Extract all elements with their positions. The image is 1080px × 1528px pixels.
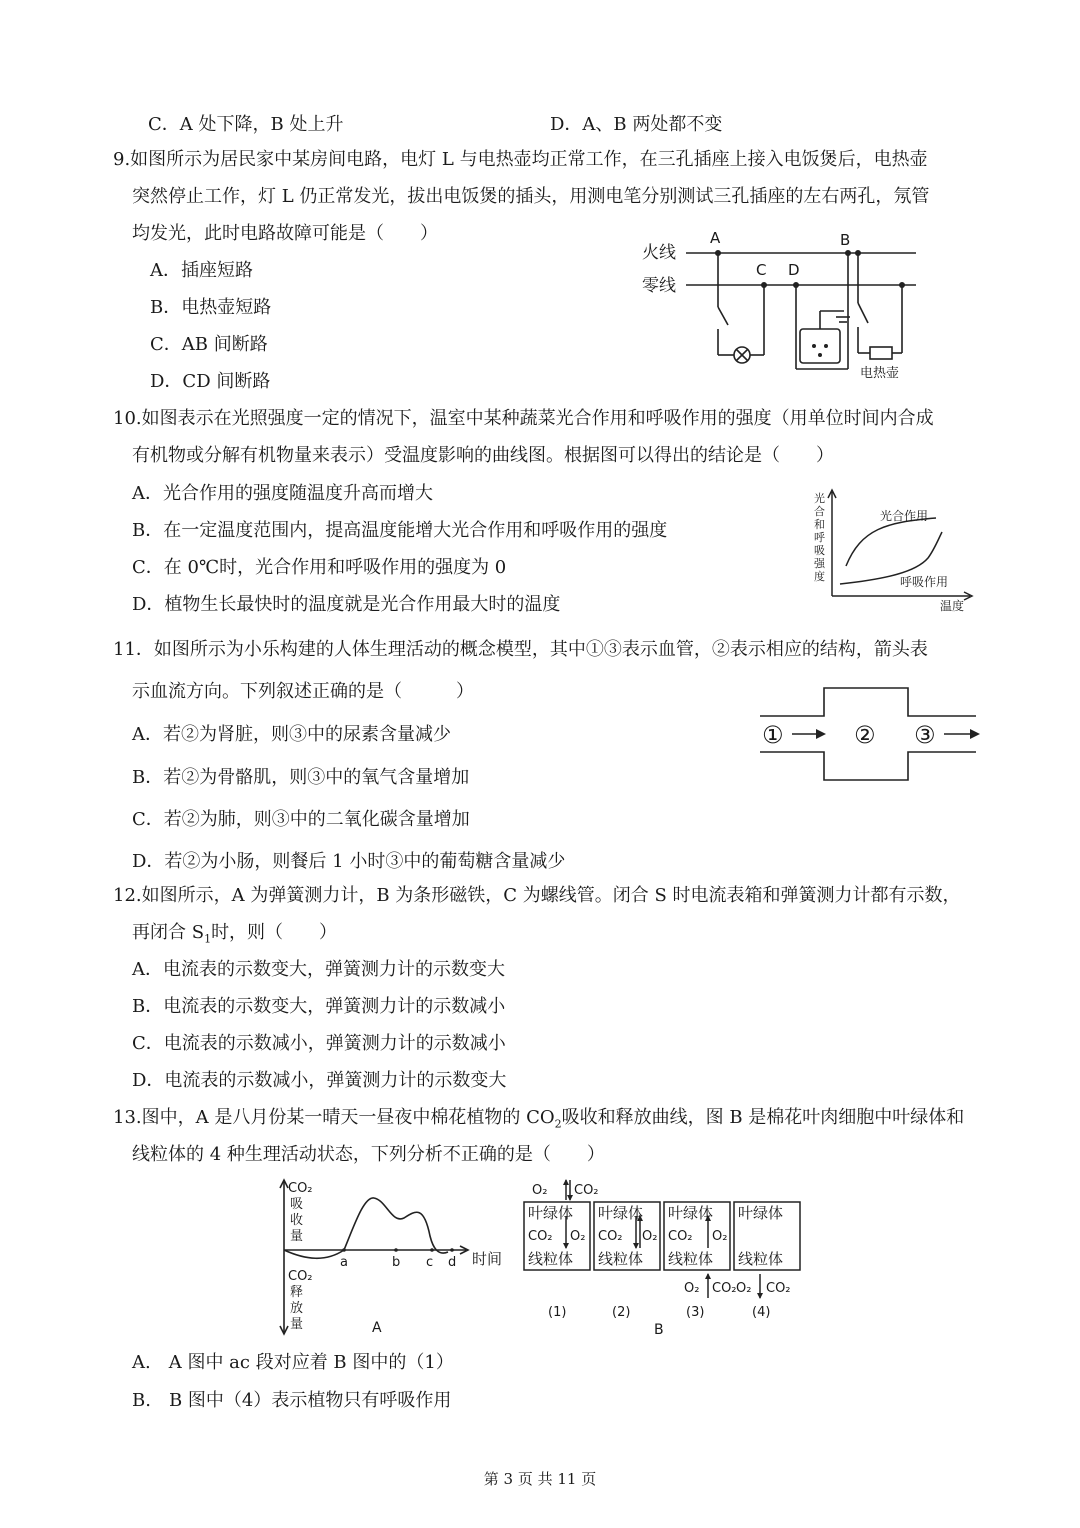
option-c-prev: C．A 处下降，B 处上升 <box>148 114 344 135</box>
q13-option-b: B. B 图中（4）表示植物只有呼吸作用 <box>132 1390 452 1411</box>
q12-line-2-post: 时，则（ ） <box>211 922 338 943</box>
box3-o2: O₂ <box>712 1229 728 1244</box>
chloroplast-4: 叶绿体 <box>738 1204 784 1222</box>
q9-option-d: D．CD 间断路 <box>150 371 271 392</box>
q13-option-a: A. A 图中 ac 段对应着 B 图中的（1） <box>132 1352 454 1373</box>
y-label-char-2: 合 <box>814 505 825 518</box>
point-c-label: C <box>756 261 767 279</box>
q11-option-a: A．若②为肾脏，则③中的尿素含量减少 <box>132 724 451 745</box>
q9-line-1: 9.如图所示为居民家中某房间电路，电灯 L 与电热壶均正常工作，在三孔插座上接入电饭煲后，电热壶 <box>113 149 928 170</box>
mitochondrion-1: 线粒体 <box>528 1250 574 1268</box>
state-4: (4) <box>752 1305 771 1320</box>
release-char-1: CO₂ <box>288 1269 313 1284</box>
point-b-label: B <box>840 231 851 249</box>
q13-line-1 <box>113 1106 964 1137</box>
absorb-char-2: 吸 <box>290 1197 304 1212</box>
bottom-co2-3: CO₂ <box>712 1281 737 1296</box>
bottom-o2-3: O₂ <box>684 1281 700 1296</box>
vessel-3-label: ③ <box>914 721 936 749</box>
state-3: (3) <box>686 1305 705 1320</box>
mitochondrion-4: 线粒体 <box>738 1250 784 1268</box>
y-label-char-3: 和 <box>814 518 825 531</box>
absorb-char-3: 收 <box>290 1213 304 1228</box>
respiration-curve-label: 呼吸作用 <box>900 575 949 589</box>
box1-o2: O₂ <box>570 1229 586 1244</box>
state-2: (2) <box>612 1305 631 1320</box>
q12-line-2-sub: 1 <box>204 932 212 946</box>
bottom-co2-4: CO₂ <box>766 1281 791 1296</box>
y-label-char-6: 强 <box>814 557 825 570</box>
y-label-char-1: 光 <box>814 492 825 505</box>
box2-co2: CO₂ <box>598 1229 623 1244</box>
q13-line-1-sub: 2 <box>554 1117 562 1131</box>
kettle-label: 电热壶 <box>860 366 900 381</box>
q9-line-3: 均发光，此时电路故障可能是（ ） <box>132 223 438 244</box>
box3-co2: CO₂ <box>668 1229 693 1244</box>
release-char-2: 释 <box>290 1285 304 1300</box>
q12-option-b: B．电流表的示数变大，弹簧测力计的示数减小 <box>132 996 506 1017</box>
absorb-char-4: 量 <box>290 1229 304 1244</box>
point-d-label: D <box>788 261 800 279</box>
q11-option-b: B．若②为骨骼肌，则③中的氧气含量增加 <box>132 767 470 788</box>
point-a-label: A <box>710 229 721 247</box>
time-axis-label: 时间 <box>472 1250 503 1268</box>
q13-line-1-pre: 13.图中，A 是八月份某一晴天一昼夜中棉花植物的 CO <box>113 1107 555 1128</box>
q10-option-b: B．在一定温度范围内，提高温度能增大光合作用和呼吸作用的强度 <box>132 520 668 541</box>
absorb-char-1: CO₂ <box>288 1181 313 1196</box>
q11-line-2: 示血流方向。下列叙述正确的是（ ） <box>132 681 474 702</box>
x-axis-label: 温度 <box>940 599 965 613</box>
q12-line-2-pre: 再闭合 S <box>132 922 205 943</box>
live-wire-label: 火线 <box>642 243 676 263</box>
q9-line-2: 突然停止工作，灯 L 仍正常发光，拔出电饭煲的插头，用测电笔分别测试三孔插座的左右两孔，氖管 <box>132 186 930 207</box>
top-o2-label: O₂ <box>532 1183 548 1198</box>
page-footer: 第 3 页 共 11 页 <box>483 1470 597 1488</box>
q12-line-2 <box>132 921 337 952</box>
bottom-o2-4: O₂ <box>736 1281 752 1296</box>
y-label-char-7: 度 <box>814 570 825 583</box>
chloroplast-3: 叶绿体 <box>668 1204 714 1222</box>
q10-line-1: 10.如图表示在光照强度一定的情况下，温室中某种蔬菜光合作用和呼吸作用的强度（用单位时间内合成 <box>113 408 934 429</box>
q10-option-d: D．植物生长最快时的温度就是光合作用最大时的温度 <box>132 594 561 615</box>
q11-concept-model <box>756 684 980 784</box>
box1-co2: CO₂ <box>528 1229 553 1244</box>
photosynthesis-curve-label: 光合作用 <box>880 509 929 523</box>
y-label-char-4: 呼 <box>814 531 825 544</box>
q13-line-2: 线粒体的 4 种生理活动状态，下列分析不正确的是（ ） <box>132 1144 605 1165</box>
q10-line-2: 有机物或分解有机物量来表示）受温度影响的曲线图。根据图可以得出的结论是（ ） <box>132 445 834 466</box>
q9-option-b: B．电热壶短路 <box>150 297 272 318</box>
q11-option-d: D．若②为小肠，则餐后 1 小时③中的葡萄糖含量减少 <box>132 851 566 872</box>
q10-option-a: A．光合作用的强度随温度升高而增大 <box>132 483 433 504</box>
chloroplast-2: 叶绿体 <box>598 1204 644 1222</box>
top-co2-label: CO₂ <box>574 1183 599 1198</box>
release-char-4: 量 <box>290 1317 304 1332</box>
q13-figure-a-co2-curve <box>276 1176 516 1338</box>
q13-line-1-post: 吸收和释放曲线，图 B 是棉花叶肉细胞中叶绿体和 <box>561 1107 965 1128</box>
y-label-char-5: 吸 <box>814 544 825 557</box>
q9-circuit-diagram <box>636 225 926 385</box>
q12-option-c: C．电流表的示数减小，弹簧测力计的示数减小 <box>132 1033 506 1054</box>
q13-figure-b-organelle-states <box>522 1178 806 1338</box>
point-d: d <box>448 1255 457 1270</box>
mitochondrion-3: 线粒体 <box>668 1250 714 1268</box>
point-a: a <box>340 1255 348 1270</box>
point-b: b <box>392 1255 401 1270</box>
box2-o2: O₂ <box>642 1229 658 1244</box>
q9-option-a: A．插座短路 <box>150 260 253 281</box>
release-char-3: 放 <box>290 1301 304 1316</box>
q11-option-c: C．若②为肺，则③中的二氧化碳含量增加 <box>132 809 470 830</box>
chloroplast-1: 叶绿体 <box>528 1204 574 1222</box>
mitochondrion-2: 线粒体 <box>598 1250 644 1268</box>
point-c: c <box>426 1255 434 1270</box>
q12-line-1: 12.如图所示，A 为弹簧测力计，B 为条形磁铁，C 为螺线管。闭合 S 时电流表箱和弹簧测力计都有示数， <box>113 885 961 906</box>
panel-b-label: B <box>654 1322 664 1338</box>
q10-option-c: C．在 0℃时，光合作用和呼吸作用的强度为 0 <box>132 557 507 578</box>
vessel-1-label: ① <box>762 721 784 749</box>
panel-a-label: A <box>372 1320 382 1336</box>
q12-option-a: A．电流表的示数变大，弹簧测力计的示数变大 <box>132 959 505 980</box>
q10-temperature-curve <box>806 484 976 614</box>
q11-line-1: 11．如图所示为小乐构建的人体生理活动的概念模型，其中①③表示血管，②表示相应的结构，箭头表 <box>113 639 928 660</box>
structure-2-label: ② <box>854 721 876 749</box>
option-d-prev: D．A、B 两处都不变 <box>550 114 723 135</box>
neutral-wire-label: 零线 <box>642 276 676 296</box>
state-1: (1) <box>548 1305 567 1320</box>
q12-option-d: D．电流表的示数减小，弹簧测力计的示数变大 <box>132 1070 507 1091</box>
q9-option-c: C．AB 间断路 <box>150 334 268 355</box>
